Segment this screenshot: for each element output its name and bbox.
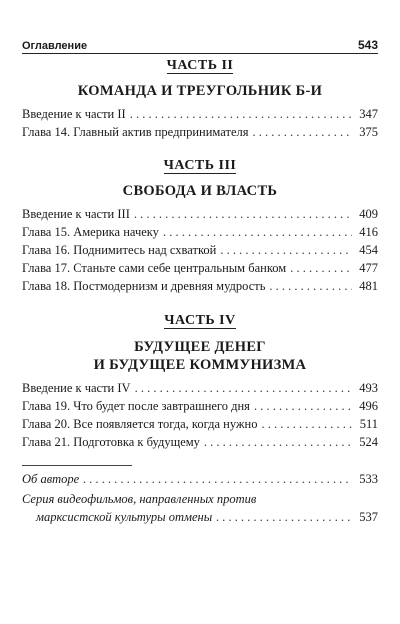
toc-entry-video-series[interactable]: марксистской культуры отмены . . . 537 <box>36 510 378 528</box>
entry-page: 533 <box>359 472 378 486</box>
entry-page: 454 <box>359 243 378 257</box>
part-2-label: ЧАСТЬ II <box>166 58 234 73</box>
toc-entry[interactable]: Глава 16. Поднимитесь над схваткой . . . 454 <box>22 243 378 261</box>
entry-page: 375 <box>359 125 378 139</box>
dot-leader <box>83 472 352 487</box>
running-header <box>22 34 378 52</box>
entry-page: 481 <box>359 279 378 293</box>
back-matter-separator <box>22 465 132 466</box>
header-page-number: 543 <box>357 38 378 52</box>
toc-entry[interactable]: Глава 15. Америка начеку . . . 416 <box>22 225 378 243</box>
toc-page <box>22 0 378 624</box>
part-2-title: КОМАНДА И ТРЕУГОЛЬНИК Б-И <box>77 83 323 99</box>
toc-entry[interactable]: Глава 18. Постмодернизм и древняя мудрость . . . 481 <box>22 279 378 297</box>
entry-page: 493 <box>359 381 378 395</box>
dot-leader <box>163 225 352 240</box>
toc-entry[interactable]: Глава 14. Главный актив предпринимателя . . . 375 <box>22 125 378 143</box>
dot-leader <box>262 417 353 432</box>
part-4-label: ЧАСТЬ IV <box>164 313 236 328</box>
header-rule <box>22 53 378 54</box>
dot-leader <box>290 261 352 276</box>
toc-entry-about-author[interactable]: Об авторе . . . 533 <box>22 472 378 490</box>
header-title: Оглавление <box>22 40 88 52</box>
entry-page: 347 <box>359 107 378 121</box>
dot-leader <box>269 279 352 294</box>
dot-leader <box>134 207 352 222</box>
toc-entry[interactable]: Введение к части II . . . 347 <box>22 107 378 125</box>
entry-page: 477 <box>359 261 378 275</box>
toc-entry[interactable]: Введение к части IV . . . 493 <box>22 381 378 399</box>
part-3-label: ЧАСТЬ III <box>163 158 237 173</box>
dot-leader <box>252 125 352 140</box>
part-4-title-line-2: И БУДУЩЕЕ КОММУНИЗМА <box>93 357 307 373</box>
entry-page: 524 <box>359 435 378 449</box>
entry-page: 537 <box>359 510 378 524</box>
dot-leader <box>220 243 352 258</box>
part-3-title: СВОБОДА И ВЛАСТЬ <box>122 183 278 199</box>
entry-page: 416 <box>359 225 378 239</box>
part-4-title-line-1: БУДУЩЕЕ ДЕНЕГ <box>134 339 266 355</box>
toc-entry[interactable]: Введение к части III . . . 409 <box>22 207 378 225</box>
toc-entry[interactable]: Глава 21. Подготовка к будущему . . . 524 <box>22 435 378 453</box>
video-series-line-1[interactable]: Серия видеофильмов, направленных против <box>22 492 257 506</box>
dot-leader <box>130 107 352 122</box>
entry-page: 409 <box>359 207 378 221</box>
toc-entry[interactable]: Глава 20. Все появляется тогда, когда нужно . . . 511 <box>22 417 378 435</box>
toc-entry[interactable]: Глава 17. Станьте сами себе центральным банком . . . 477 <box>22 261 378 279</box>
dot-leader <box>204 435 352 450</box>
entry-page: 511 <box>359 417 378 431</box>
toc-entry[interactable]: Глава 19. Что будет после завтрашнего дня . . . 496 <box>22 399 378 417</box>
dot-leader <box>254 399 352 414</box>
entry-page: 496 <box>359 399 378 413</box>
dot-leader <box>135 381 352 396</box>
dot-leader <box>216 510 352 525</box>
